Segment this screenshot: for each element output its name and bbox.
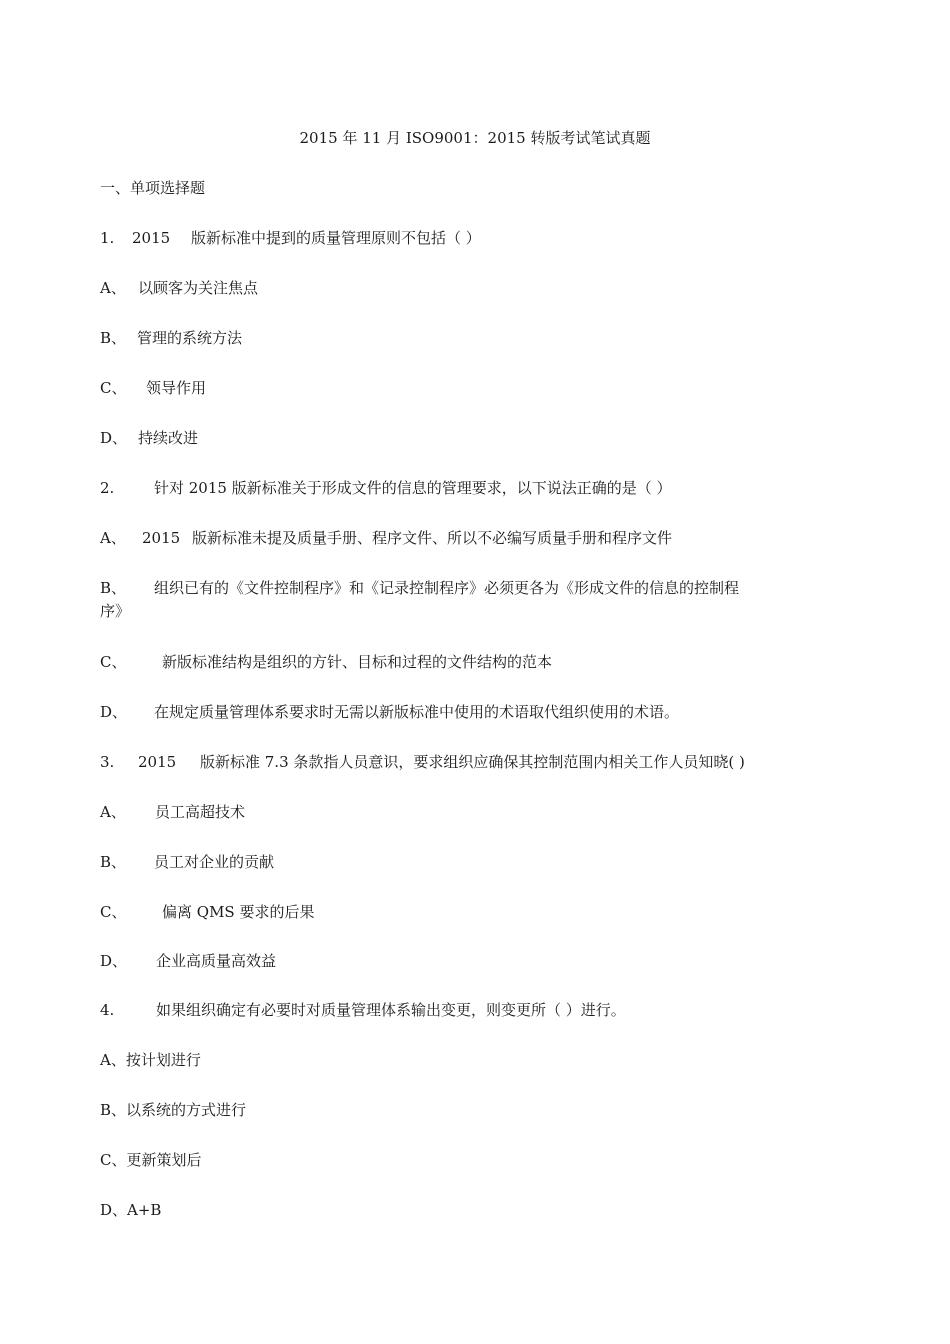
question-number: 3. <box>100 753 115 771</box>
option-text: 领导作用 <box>146 379 207 397</box>
question-4-option-d <box>100 1200 161 1220</box>
option-label: C、 <box>100 903 127 921</box>
option-text: 企业高质量高效益 <box>156 952 277 970</box>
question-number: 4. <box>100 1001 115 1019</box>
question-1-option-c <box>100 378 206 398</box>
option-label: A、 <box>100 529 126 547</box>
option-label: D、 <box>100 1201 128 1219</box>
option-label: B、 <box>100 329 127 347</box>
question-number: 2. <box>100 479 115 497</box>
option-label: B、 <box>100 853 127 871</box>
question-2-option-b <box>100 578 739 598</box>
option-year: 2015 <box>142 529 181 547</box>
section-heading: 一、单项选择题 <box>100 179 206 197</box>
option-text: 管理的系统方法 <box>137 329 243 347</box>
option-text: 组织已有的《文件控制程序》和《记录控制程序》必须更各为《形成文件的信息的控制程 <box>154 579 740 597</box>
option-label: C、 <box>100 1151 127 1169</box>
question-number: 1. <box>100 229 115 247</box>
question-4-option-c <box>100 1150 202 1170</box>
question-3-option-b <box>100 852 274 872</box>
option-text: 新版标准结构是组织的方针、目标和过程的文件结构的范本 <box>162 653 553 671</box>
option-text: A+B <box>127 1201 162 1219</box>
question-1 <box>100 228 481 248</box>
question-text: 版新标准中提到的质量管理原则不包括（ ） <box>191 229 481 247</box>
option-text: 更新策划后 <box>126 1151 202 1169</box>
option-label: A、 <box>100 279 126 297</box>
question-3-option-a <box>100 802 245 822</box>
option-text: 按计划进行 <box>125 1051 201 1069</box>
option-label: C、 <box>100 379 127 397</box>
question-3 <box>100 752 745 772</box>
option-label: D、 <box>100 952 128 970</box>
question-text: 版新标准 7.3 条款指人员意识，要求组织应确保其控制范围内相关工作人员知晓( ) <box>200 753 745 771</box>
option-text: 员工对企业的贡献 <box>154 853 275 871</box>
question-2-option-c <box>100 652 552 672</box>
question-3-option-d <box>100 951 276 971</box>
option-text: 以系统的方式进行 <box>126 1101 247 1119</box>
question-1-option-b <box>100 328 242 348</box>
question-text: 针对 2015 版新标准关于形成文件的信息的管理要求，以下说法正确的是（ ） <box>154 479 672 497</box>
question-1-option-d <box>100 428 198 448</box>
option-text: 员工高超技术 <box>155 803 246 821</box>
option-text: 版新标准未提及质量手册、程序文件、所以不必编写质量手册和程序文件 <box>192 529 673 547</box>
question-2-option-b-continuation: 序》 <box>100 602 131 620</box>
question-1-option-a <box>100 278 258 298</box>
option-label: C、 <box>100 653 127 671</box>
question-2 <box>100 478 671 498</box>
question-year: 2015 <box>138 753 177 771</box>
option-label: B、 <box>100 579 127 597</box>
question-4-option-a <box>100 1050 201 1070</box>
option-text: 以顾客为关注焦点 <box>138 279 259 297</box>
document-title: 2015 年 11 月 ISO9001：2015 转版考试笔试真题 <box>299 129 651 147</box>
option-label: D、 <box>100 703 128 721</box>
option-text: 持续改进 <box>138 429 199 447</box>
option-label: A、 <box>100 803 126 821</box>
question-4-option-b <box>100 1100 246 1120</box>
question-2-option-d <box>100 702 679 722</box>
option-text: 偏离 QMS 要求的后果 <box>162 903 315 921</box>
question-text: 如果组织确定有必要时对质量管理体系输出变更，则变更所（ ）进行。 <box>156 1001 626 1019</box>
question-4 <box>100 1000 626 1020</box>
question-2-option-a <box>100 528 672 548</box>
option-label: B、 <box>100 1101 127 1119</box>
question-year: 2015 <box>132 229 171 247</box>
option-text: 在规定质量管理体系要求时无需以新版标准中使用的术语取代组织使用的术语。 <box>154 703 680 721</box>
option-label: D、 <box>100 429 128 447</box>
option-label: A、 <box>100 1051 126 1069</box>
question-3-option-c <box>100 902 314 922</box>
